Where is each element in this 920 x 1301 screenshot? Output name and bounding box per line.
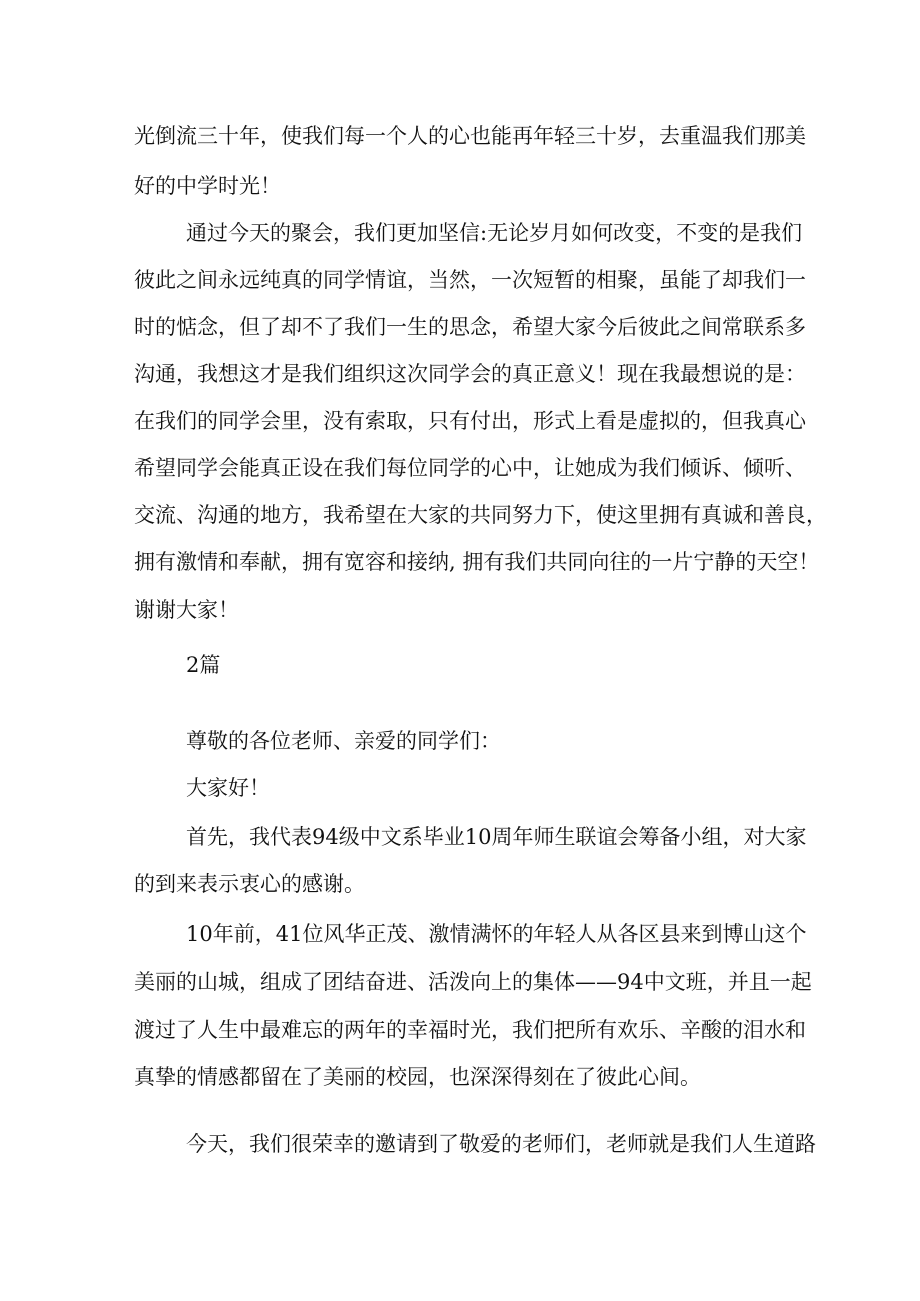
paragraph-line: 好的中学时光！: [134, 174, 281, 198]
paragraph-line: 谢谢大家！: [134, 598, 239, 622]
paragraph-line: 真挚的情感都留在了美丽的校园，也深深得刻在了彼此心间。: [134, 1065, 701, 1089]
paragraph-line: 10年前，41位风华正茂、激情满怀的年轻人从各区县来到博山这个: [186, 922, 807, 946]
paragraph-line: 今天，我们很荣幸的邀请到了敬爱的老师们，老师就是我们人生道路: [186, 1132, 816, 1156]
paragraph-line: 的到来表示衷心的感谢。: [134, 872, 365, 896]
section-heading: 2篇: [186, 653, 221, 677]
greeting: 大家好！: [186, 776, 270, 800]
paragraph-line: 拥有激情和奉献，拥有宽容和接纳, 拥有我们共同向往的一片宁静的天空！: [134, 550, 820, 574]
paragraph-line: 时的惦念，但了却不了我们一生的思念，希望大家今后彼此之间常联系多: [134, 315, 806, 339]
paragraph-line: 光倒流三十年，使我们每一个人的心也能再年轻三十岁，去重温我们那美: [134, 124, 806, 148]
paragraph-line: 在我们的同学会里，没有索取，只有付出，形式上看是虚拟的，但我真心: [134, 409, 806, 433]
paragraph-line: 通过今天的聚会，我们更加坚信:无论岁月如何改变，不变的是我们: [186, 221, 803, 245]
paragraph-line: 交流、沟通的地方，我希望在大家的共同努力下，使这里拥有真诚和善良，: [134, 503, 827, 527]
paragraph-line: 沟通，我想这才是我们组织这次同学会的真正意义！现在我最想说的是：: [134, 362, 806, 386]
salutation: 尊敬的各位老师、亲爱的同学们：: [186, 729, 501, 753]
paragraph-line: 渡过了人生中最难忘的两年的幸福时光，我们把所有欢乐、辛酸的泪水和: [134, 1018, 806, 1042]
paragraph-line: 美丽的山城，组成了团结奋进、活泼向上的集体——94中文班，并且一起: [134, 970, 812, 994]
paragraph-line: 首先，我代表94级中文系毕业10周年师生联谊会筹备小组，对大家: [186, 825, 807, 849]
paragraph-line: 希望同学会能真正设在我们每位同学的心中，让她成为我们倾诉、倾听、: [134, 456, 806, 480]
paragraph-line: 彼此之间永远纯真的同学情谊，当然，一次短暂的相聚，虽能了却我们一: [134, 268, 806, 292]
